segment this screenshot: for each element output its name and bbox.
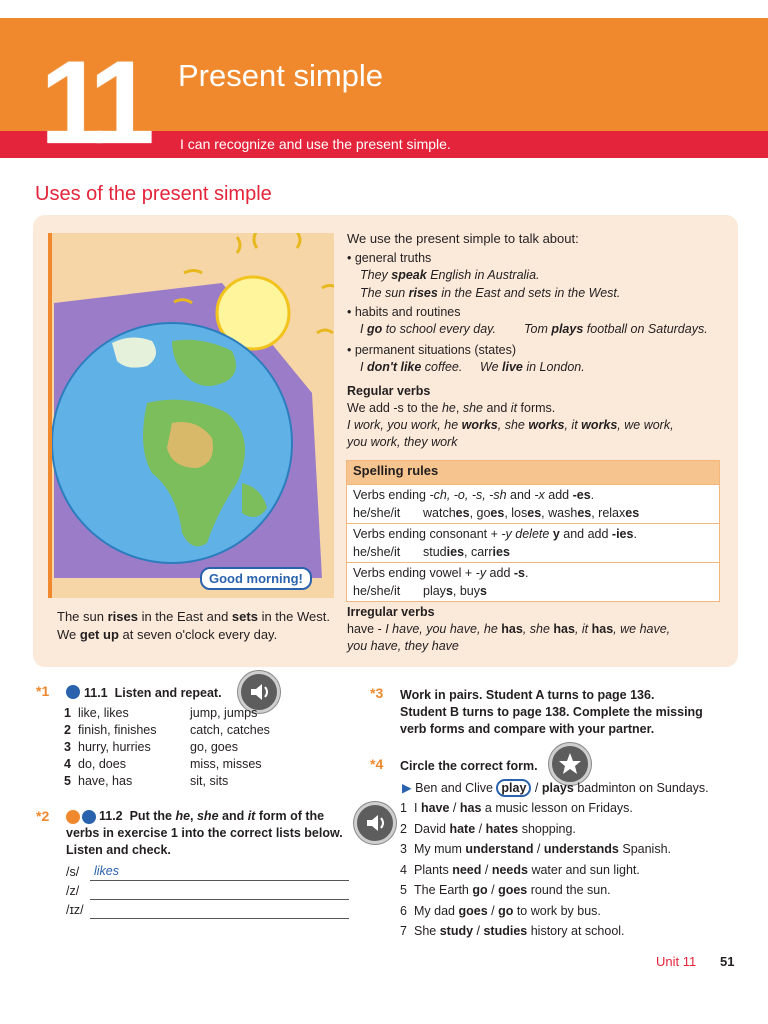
regular-conjugation: I work, you work, he works, she works, it works, we work, xyxy=(347,418,674,432)
star-icon[interactable] xyxy=(549,743,591,785)
irregular-conjugation: you have, they have xyxy=(347,639,459,653)
spelling-rule: Verbs ending consonant + -y delete y and add -ies. he/she/it studies, carries xyxy=(347,523,719,562)
list-item: 3 hurry, hurries go, goes xyxy=(64,740,238,754)
list-item: 7 She study / studies history at school. xyxy=(400,924,625,938)
example-line: I go to school every day. xyxy=(360,322,496,336)
spelling-rules-table xyxy=(346,460,720,602)
example-line: Tom plays football on Saturdays. xyxy=(524,322,708,336)
globe-illustration xyxy=(52,233,334,598)
use-states: • permanent situations (states) xyxy=(347,343,517,357)
cd-icon xyxy=(66,810,80,824)
learning-goal: I can recognize and use the present simple. xyxy=(180,136,451,152)
cd-icon xyxy=(66,685,80,699)
list-item: 2 finish, finishes catch, catches xyxy=(64,723,270,737)
list-item: 5 The Earth go / goes round the sun. xyxy=(400,883,611,897)
list-item: 1 like, likes jump, jumps xyxy=(64,706,258,720)
exercise-2-heading: Listen and check. xyxy=(66,843,171,857)
exercise-4-example: ▶ Ben and Clive play / plays badminton on Sundays. xyxy=(402,781,709,795)
section-title: Uses of the present simple xyxy=(35,183,272,205)
exercise-1-list xyxy=(64,705,270,790)
cd-icon xyxy=(82,810,96,824)
exercise-3-instruction: verb forms and compare with your partner. xyxy=(400,722,655,736)
bullet-label: permanent situations (states) xyxy=(354,343,517,357)
illustration xyxy=(48,233,334,598)
irregular-conjugation: have - I have, you have, he has, she has, it has, we have, xyxy=(347,622,671,636)
caption-text: in the East and xyxy=(137,609,232,624)
use-general-truths: • general truths xyxy=(347,251,432,265)
exercise-1-number: *1 xyxy=(36,683,50,699)
uses-intro: We use the present simple to talk about: xyxy=(347,231,579,246)
exercise-2-number: *2 xyxy=(36,808,50,824)
answer-line[interactable]: /ɪz/ xyxy=(66,900,349,919)
list-item: 3 My mum understand / understands Spanish. xyxy=(400,842,672,856)
caption-verb: get up xyxy=(79,627,119,642)
page-number: 51 xyxy=(720,954,735,969)
page-title: Present simple xyxy=(178,58,384,93)
list-item: 1 I have / has a music lesson on Fridays. xyxy=(400,801,633,815)
speech-bubble: Good morning! xyxy=(200,567,312,590)
exercise-2-answer-lines xyxy=(66,862,349,919)
exercise-2-heading: 11.2 Put the he, she and it form of the xyxy=(99,809,325,823)
exercise-3-number: *3 xyxy=(370,685,384,701)
exercise-3-instruction: Work in pairs. Student A turns to page 136. xyxy=(400,688,655,702)
exercise-2-heading: verbs in exercise 1 into the correct lists below. xyxy=(66,826,343,840)
exercise-3-instruction: Student B turns to page 138. Complete the missing xyxy=(400,705,703,719)
example-line: I don't like coffee. xyxy=(360,360,463,374)
use-habits: • habits and routines xyxy=(347,305,461,319)
caption-text: at seven o'clock every day. xyxy=(118,627,278,642)
example-line: The sun rises in the East and sets in the West. xyxy=(360,286,621,300)
illustration-caption xyxy=(57,608,342,644)
list-item: 4 Plants need / needs water and sun light. xyxy=(400,862,640,877)
regular-conjugation: you work, they work xyxy=(347,435,458,449)
list-item: 6 My dad goes / go to work by bus. xyxy=(400,903,601,918)
list-item: 5 have, has sit, sits xyxy=(64,774,229,788)
exercise-4-list xyxy=(400,800,671,944)
spelling-rule: Verbs ending vowel + -y add -s. he/she/it plays, buys xyxy=(347,562,719,601)
spelling-title: Spelling rules xyxy=(347,461,719,484)
caption-text: in the West. We xyxy=(57,609,330,642)
bullet-label: habits and routines xyxy=(354,305,461,319)
regular-title: Regular verbs xyxy=(347,384,431,398)
unit-number: 11 xyxy=(40,37,145,169)
caption-verb: rises xyxy=(107,609,138,624)
list-item: 4 do, does miss, misses xyxy=(64,757,262,771)
bullet-label: general truths xyxy=(354,251,432,265)
example-line: They speak English in Australia. xyxy=(360,268,540,282)
list-item: 2 David hate / hates shopping. xyxy=(400,821,576,836)
regular-rule: We add -s to the he, she and it forms. xyxy=(347,401,556,415)
caption-text: The sun xyxy=(57,609,108,624)
caption-verb: sets xyxy=(231,609,258,624)
exercise-4-heading: Circle the correct form. xyxy=(400,759,538,773)
exercise-1-heading: 11.1 Listen and repeat. xyxy=(84,686,222,700)
answer-line[interactable]: /z/ xyxy=(66,881,349,900)
answer-line[interactable]: /s/ likes xyxy=(66,862,349,881)
irregular-title: Irregular verbs xyxy=(347,605,435,619)
audio-speaker-icon[interactable] xyxy=(354,802,396,844)
exercise-4-number: *4 xyxy=(370,756,384,772)
example-line: We live in London. xyxy=(480,360,585,374)
footer-unit: Unit 11 xyxy=(656,954,697,969)
globe-icon xyxy=(52,323,292,563)
arrow-right-icon: ▶ xyxy=(402,781,412,795)
spelling-rule: Verbs ending -ch, -o, -s, -sh and -x add -es. he/she/it watches, goes, loses, washes, relaxes xyxy=(347,484,719,523)
